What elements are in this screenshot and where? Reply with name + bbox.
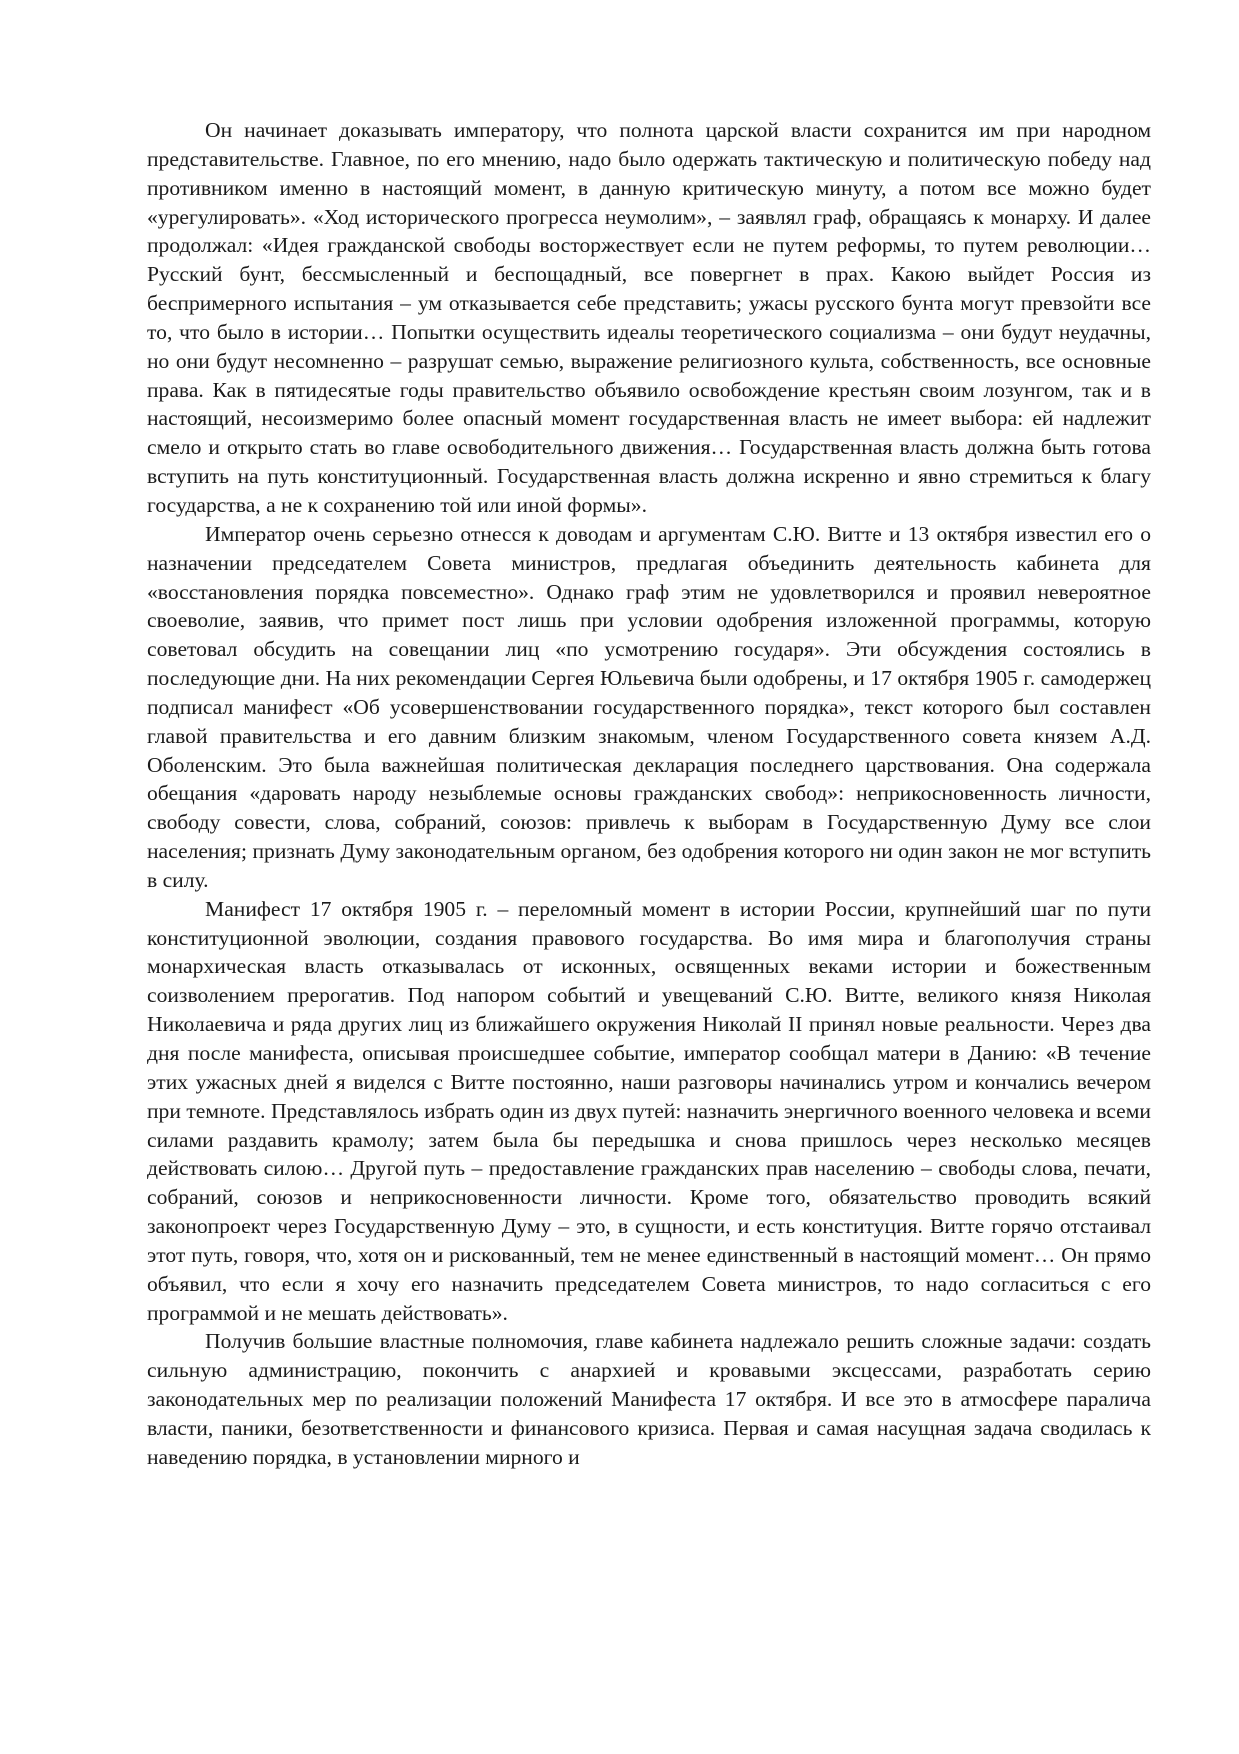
paragraph-4: Получив большие властные полномочия, главе кабинета надлежало решить сложные задачи: создать сильную администрацию, покончить с анархией и кровавыми эксцессами, разработать серию законодательных мер по реализации положений Манифеста 17 октября. И все это в атмосфере паралича власти, паники, безответственности и финансового кризиса. Первая и самая насущная задача сводилась к наведению порядка, в установлении мирного и: [147, 1329, 1151, 1469]
paragraph-1: Он начинает доказывать императору, что полнота царской власти сохранится им при народном представительстве. Главное, по его мнению, надо было одержать тактическую и политическую победу над противником именно в настоящий момент, в данную критическую минуту, а потом все можно будет «урегулировать». «Ход исторического прогресса неумолим», – заявлял граф, обращаясь к монарху. И далее продолжал: «Идея гражданской свободы восторжествует если не путем реформы, то путем революции… Русский бунт, бессмысленный и беспощадный, все повергнет в прах. Какою выйдет Россия из беспримерного испытания – ум отказывается себе представить; ужасы русского бунта могут превзойти все то, что было в истории… Попытки осуществить идеалы теоретического социализма – они будут неудачны, но они будут несомненно – разрушат семью, выражение религиозного культа, собственность, все основные права. Как в пятидесятые годы правительство объявило освобождение крестьян своим лозунгом, так и в настоящий, несоизмеримо более опасный момент государственная власть не имеет выбора: ей надлежит смело и открыто стать во главе освободительного движения… Государственная власть должна быть готова вступить на путь конституционный. Государственная власть должна искренно и явно стремиться к благу государства, а не к сохранению той или иной формы».: [147, 118, 1151, 517]
paragraph-3: Манифест 17 октября 1905 г. – переломный момент в истории России, крупнейший шаг по пути конституционной эволюции, создания правового государства. Во имя мира и благополучия страны монархическая власть отказывалась от исконных, освященных веками истории и божественным соизволением прерогатив. Под напором событий и увещеваний С.Ю. Витте, великого князя Николая Николаевича и ряда других лиц из ближайшего окружения Николай II принял новые реальности. Через два дня после манифеста, описывая происшедшее событие, император сообщал матери в Данию: «В течение этих ужасных дней я виделся с Витте постоянно, наши разговоры начинались утром и кончались вечером при темноте. Представлялось избрать один из двух путей: назначить энергичного военного человека и всеми силами раздавить крамолу; затем была бы передышка и снова пришлось через несколько месяцев действовать силою… Другой путь – предоставление гражданских прав населению – свободы слова, печати, собраний, союзов и неприкосновенности личности. Кроме того, обязательство проводить всякий законопроект через Государственную Думу – это, в сущности, и есть конституция. Витте горячо отстаивал этот путь, говоря, что, хотя он и рискованный, тем не менее единственный в настоящий момент… Он прямо объявил, что если я хочу его назначить председателем Совета министров, то надо согласиться с его программой и не мешать действовать».: [147, 896, 1151, 1325]
paragraph-2: Император очень серьезно отнесся к доводам и аргументам С.Ю. Витте и 13 октября известил его о назначении председателем Совета министров, предлагая объединить деятельность кабинета для «восстановления порядка повсеместно». Однако граф этим не удовлетворился и проявил невероятное своеволие, заявив, что примет пост лишь при условии одобрения изложенной программы, которую советовал обсудить на совещании лиц «по усмотрению государя». Эти обсуждения состоялись в последующие дни. На них рекомендации Сергея Юльевича были одобрены, и 17 октября 1905 г. самодержец подписал манифест «Об усовершенствовании государственного порядка», текст которого был составлен главой правительства и его давним близким знакомым, членом Государственного совета князем А.Д. Оболенским. Это была важнейшая политическая декларация последнего царствования. Она содержала обещания «даровать народу незыблемые основы гражданских свобод»: неприкосновенность личности, свободу совести, слова, собраний, союзов: привлечь к выборам в Государственную Думу все слои населения; признать Думу законодательным органом, без одобрения которого ни один закон не мог вступить в силу.: [147, 521, 1151, 892]
document-page: [147, 116, 1151, 1472]
